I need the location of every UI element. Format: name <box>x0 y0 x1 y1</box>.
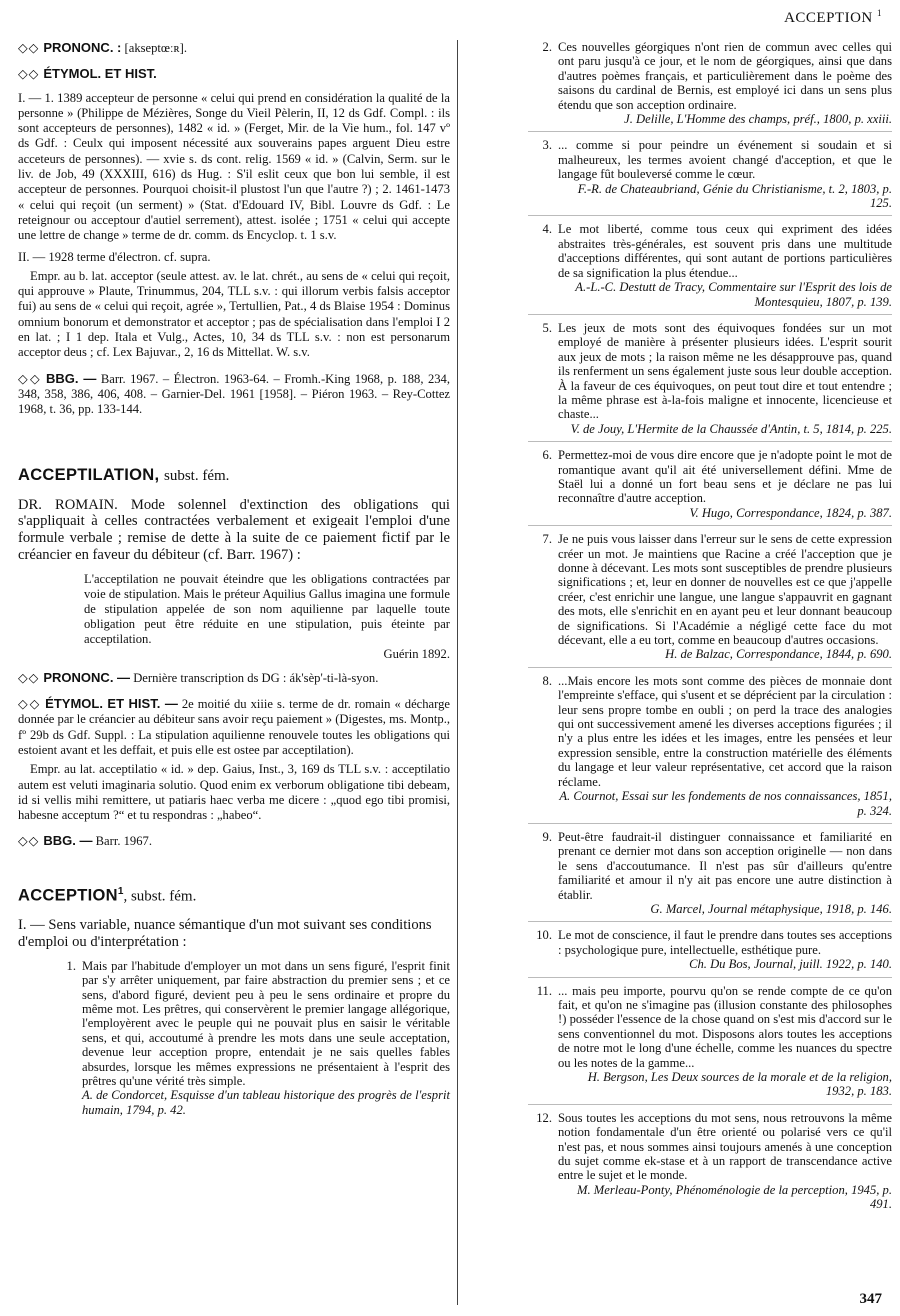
etymol-heading: ◇◇ ÉTYMOL. ET HIST. <box>18 66 157 82</box>
example-text: Ces nouvelles géorgiques n'ont rien de commun avec celles qui ont paru jusqu'à ce jour, et le nom de géorgiques, ainsi que dans d'autres poèmes français, et particulièrement dans le poème des saisons du cardinal de Bernis, est employé ici dans un sens plus étendu que son acception ordinaire. <box>558 40 892 112</box>
example-text: ... mais peu importe, pourvu qu'on se rende compte de ce qu'on fait, et qu'on ne s'imagine pas (illusion constante des philosophes !) posséder l'essence de la chose quand on s'est mis d'accord sur le sens conventionnel du mot. Disposons alors toutes les acceptions de notre mot le long d'une échelle, comme les nuances du spectre ou les notes de la gamme... <box>558 983 892 1070</box>
right-column <box>528 40 892 1218</box>
example-text: ...Mais encore les mots sont comme des pièces de monnaie dont l'empreinte s'efface, qui s'usent et se déprécient par la circulation : leur sens propre tombe en oubli ; on perd la trace des analogies qui ont successivement amené les diverses acceptions figurées ; il n'y a plus entre les idées et les images, entre les pensées et leur expression sensible, entre la construction matérielle des éléments du langage et leur valeur représentative, cet accord que la raison réclame. <box>558 673 892 789</box>
example-item: 11. ... mais peu importe, pourvu qu'on se rende compte de ce qu'on fait, et qu'on ne s'imagine pas (illusion constante des philosophes !) posséder l'essence de la chose quand on s'est mis d'accord sur le sens conventionnel du mot. Disposons alors toutes les acceptions de notre mot le long d'une échelle, comme les nuances du spectre ou les notes de la gamme... H. Bergson, Les Deux sources de la morale et de la religion, 1932, p. 183. <box>528 984 892 1105</box>
example-source: M. Merleau-Ponty, Phénoménologie de la perception, 1945, p. 491. <box>577 1182 892 1212</box>
example-text: Sous toutes les acceptions du mot sens, nous retrouvons la même notion fondamentale d'un être orienté ou polarisé vers ce qu'il n'est pas, et nous sommes ainsi toujours amenés à une conception du sujet comme ek-stase et à un rapport de transcendance active entre le sujet et le monde. <box>558 1110 892 1183</box>
acceptilation-quote: L'acceptilation ne pouvait éteindre que les obligations contractées par voie de stipulation. Mais le préteur Aquilius Gallus imagina une formule de stipulation appelée de son nom aquilienne par laquelle toute obligation peut être réduite en une stipulation, puis éteinte par acceptilation. <box>84 571 450 646</box>
example-item: 9. Peut-être faudrait-il distinguer connaissance et familiarité en prenant ce dernier mot dans son acception originelle — non dans le sens d'accoutumance. Il n'est pas sûr d'ailleurs qu'entre familiarité et amour il n'y ait pas encore une autre distinction à établir. G. Marcel, Journal métaphysique, 1918, p. 146. <box>528 830 892 922</box>
example-text: Le mot de conscience, il faut le prendre dans toutes ses acceptions : psychologique pure, intellectuelle, esthétique pure. <box>558 928 892 957</box>
example-item: 5. Les jeux de mots sont des équivoques fondées sur un mot employé de manière à présenter plusieurs idées. L'esprit sourit aux jeux de mots ; la raison même ne les désapprouve pas, quand ils renferment un sens également juste sous leur double acception. À la faveur de ces équivoques, on peut tout dire et tout entendre ; la même phrase est à-la-fois maligne et innocente, licencieuse et chaste... V. de Jouy, L'Hermite de la Chaussée d'Antin, t. 5, 1814, p. 225. <box>528 321 892 442</box>
etymol-block-2: ◇◇ ÉTYMOL. ET HIST. — 2e moitié du xiiie s. terme de dr. romain « décharge donnée par le créancier au débiteur sans avoir reçu paiement » (Digestes, ms. Montp., fº 29b ds Gdf. Suppl. : La stipulation aquilienne renouvele toutes les obligations qui estoient avant et les deffait, et puis elle est ostee par acceptilation). <box>18 696 451 757</box>
example-source: A. de Condorcet, Esquisse d'un tableau historique des progrès de l'esprit humain, 1794, p. 42. <box>82 1088 450 1117</box>
left-column <box>18 40 450 1123</box>
example-text: Mais par l'habitude d'employer un mot dans un sens figuré, l'esprit finit par s'y arrêter uniquement, par faire abstraction du premier sens ; et ce sens, d'abord figuré, devient peu à peu le sens ordinaire et propre du même mot. Les prêtres, qui conservèrent le premier langage allégorique, l'employèrent avec le peuple qui ne pouvait plus en saisir le véritable sens, et qui, accoutumé à prendre les mots dans une seule acceptation, devenue leur acception propre, entendait je ne sais quelles fables absurdes, lorsque les mêmes expressions ne présentaient à l'esprit des prêtres qu'une vérité très simple. <box>82 958 450 1089</box>
example-source: F.-R. de Chateaubriand, Génie du Christianisme, t. 2, 1803, p. 125. <box>577 181 892 211</box>
example-item: 7. Je ne puis vous laisser dans l'erreur sur le sens de cette expression créer un mot. Je maintiens que Racine a créé l'acception que je donne à décevant. Les mots sont susceptibles de prendre plusieurs significations ; et, leur en donner de nouvelles est ce que j'appelle créer, c'est enrichir une langue, une langue s'appauvrit en gagnant des mots, elle s'enrichit en en ayant peu et leur donnant beaucoup de significations. Si l'Académie a négligé cette face du mot décevant, elle a eu tort, comme en beaucoup d'autres occasions. H. de Balzac, Correspondance, 1844, p. 690. <box>528 532 892 668</box>
etymol-block-2-para: Empr. au lat. acceptilatio « id. » dep. Gaius, Inst., 3, 169 ds TLL s.v. : acceptilatio autem est veluti imaginaria solutio. Quod enim ex verborum obligatione tibi debeam, id si vellis mihi remittere, ut patiaris haec verba me dicere : „quod ego tibi promisi, habesne acceptum ?“ et tu respondras : „habeo“. <box>18 762 450 823</box>
column-divider <box>457 40 458 1305</box>
entry-acceptilation-head: ACCEPTILATION, subst. fém. <box>18 465 230 484</box>
example-text: Les jeux de mots sont des équivoques fondées sur un mot employé de manière à présenter plusieurs idées. L'esprit sourit aux jeux de mots ; la raison même ne les désapprouve pas, quand ils renferment un sens également juste sous leur double acception. À la faveur de ces équivoques, on peut tout dire et tout entendre ; la même phrase est à-la-fois maligne et innocente, licencieuse et chaste... <box>558 320 892 422</box>
example-source: V. Hugo, Correspondance, 1824, p. 387. <box>689 505 892 520</box>
example-source: A. Cournot, Essai sur les fondements de nos connaissances, 1851, p. 324. <box>559 789 892 818</box>
acceptilation-quote-source: Guérin 1892. <box>383 646 450 661</box>
example-source: A.-L.-C. Destutt de Tracy, Commentaire sur l'Esprit des lois de Montesquieu, 1807, p. 139. <box>575 280 892 309</box>
bbg-block: ◇◇ BBG. — Barr. 1967. – Électron. 1963-64. – Fromh.-King 1968, p. 188, 234, 348, 358, 386, 406, 408. – Garnier-Del. 1961 [1958]. – Piéron 1963. – Rey-Cottez 1968, t. 36, pp. 133-144. <box>18 370 450 417</box>
example-item: 3. ... comme si pour peindre un événement si soudain et si malheureux, les termes avoient changé d'acception, et que le langage fût bouleversé comme le cœur. F.-R. de Chateaubriand, Génie du Christianisme, t. 2, 1803, p. 125. <box>528 138 892 216</box>
example-source: Ch. Du Bos, Journal, juill. 1922, p. 140. <box>689 957 892 972</box>
example-text: ... comme si pour peindre un événement si soudain et si malheureux, les termes avoient changé d'acception, et que le langage fût bouleversé comme le cœur. <box>558 138 892 182</box>
example-item: 8. ...Mais encore les mots sont comme des pièces de monnaie dont l'empreinte s'efface, qui s'usent et se déprécient par la circulation : leur sens propre tombe en oubli ; on perd la trace des analogies qui ont successivement amené les diverses acceptions figurées ; il n'y a plus entre les idées et les images, entre les pensées et leur expression sensible, entre la construction matérielle des éléments du langage et leur valeur représentative, cet accord que la raison réclame. A. Cournot, Essai sur les fondements de nos connaissances, 1851, p. 324. <box>528 674 892 824</box>
example-item: 4. Le mot liberté, comme tous ceux qui expriment des idées abstraites très-générales, est souvent pris dans une multitude d'acceptions différentes, qui sont autant de portions particulières de sa signification la plus étendue... A.-L.-C. Destutt de Tracy, Commentaire sur l'Esprit des lois de Montesquieu, 1807, p. 139. <box>528 222 892 314</box>
example-item: 1. Mais par l'habitude d'employer un mot dans un sens figuré, l'esprit finit par s'y arrêter uniquement, par faire abstraction du premier sens ; et ce sens, d'abord figuré, devient peu à peu le sens ordinaire et propre du même mot. Les prêtres, qui conservèrent le premier langage allégorique, l'employèrent avec le peuple qui ne pouvait plus en saisir le véritable sens, et qui, accoutumé à prendre les mots dans une seule acceptation, devenue leur acception propre, entendait je ne sais quelles fables absurdes, lorsque les mêmes expressions ne présentaient à l'esprit des prêtres qu'une vérité très simple. A. de Condorcet, Esquisse d'un tableau historique des progrès de l'esprit humain, 1794, p. 42. <box>66 958 450 1117</box>
prononc-block-2: ◇◇ PRONONC. — Dernière transcription ds DG : ák'sèp'-ti-là-syon. <box>18 669 379 685</box>
example-source: J. Delille, L'Homme des champs, préf., 1800, p. xxiii. <box>624 112 892 127</box>
acceptilation-definition: DR. ROMAIN. Mode solennel d'extinction des obligations qui s'appliquait à celles contractées verbalement et exigeait l'emploi d'une formule verbale ; remise de dette à la suite de ce paiement fictif par le créancier en faveur du débiteur (cf. Barr. 1967) : <box>18 496 450 563</box>
acception-section-1: I. — Sens variable, nuance sémantique d'un mot suivant ses conditions d'emploi ou d'interprétation : <box>18 917 432 950</box>
example-text: Permettez-moi de vous dire encore que je n'adopte point le mot de romantique avant qu'il ait été universellement défini. Mme de Staël lui a donné un fort beau sens et je déclare ne pas lui reconnaître d'autre acception. <box>558 448 892 506</box>
entry-acception-head: ACCEPTION$^1$, subst. fém. <box>18 885 197 905</box>
example-item: 12. Sous toutes les acceptions du mot sens, nous retrouvons la même notion fondamentale d'un être orienté ou polarisé vers ce qu'il n'est pas, et nous sommes ainsi toujours amenés à une conception du sujet comme ek-stase et à un rapport de transcendance active entre le sujet et le monde. M. Merleau-Ponty, Phénoménologie de la perception, 1945, p. 491. <box>536 1110 892 1212</box>
etymol-para-3: Empr. au b. lat. acceptor (seule attest. av. le lat. chrét., au sens de « celui qui reçoit, qui approuve » Plaute, Trinummus, 204, TLL s.v. : qui illorum verbis falsis acceptor fui) au sens de « celui qui reçoit, agrée », Tertullien, Pat., 4 ds Blaise 1954 : Dominus omnium bonorum et demonstrator et acceptor ; pas de spécialisation dans l'emploi I 2 en lat. ; I 1 dep. Itala et Vulg., Actes, 10, 34 ds TLL s.v. : non est personarum acceptor deus ; cf. Lex Bajuvar., 2, 16 ds Mittellat. W. s.v. <box>18 268 450 360</box>
example-text: Peut-être faudrait-il distinguer connaissance et familiarité en prenant ce dernier mot dans son acception originelle — non dans le sens d'accoutumance. Il n'est pas sûr d'ailleurs qu'entre familiarité et amour il n'y ait pas encore une autre distinction à établir. <box>558 829 892 902</box>
etymol-para-1: I. — 1. 1389 accepteur de personne « celui qui prend en considération la qualité de la personne » (Philippe de Mézières, Songe du Vieil Pèlerin, II, 12 ds Gdf. Compl. : ils sont accepteurs de personnes), 1482 « id. » (Ferget, Mir. de la Vie hum., fol. 147 vº ds Gdf. : Ceulx qui imposent nécessité aux souverains papes arguent Dieu estre acceteurs de personnes). — xvie s. ds cont. relig. 1569 « id. » (Calvin, Serm. sur le liv. de Job, 49 (XXXIII, 616) ds Hug. : S'il eslit ceux que bon lui semble, il est accepteur de personnes. Pourquoi choisit-il plustost l'un que l'autre ?) ; 2. 1461-1473 « celui qui reçoit (un serment) » (Stat. d'Edouard IV, Bibl. Louvre ds Gdf. : Le reteignour ou acceptour d'autiel serrement), attest. isolée ; 1751 « celui qui accepte une lettre de change » terme de dr. comm. ds Encyclop. t. 1 s.v. <box>18 90 450 243</box>
example-item: 10. Le mot de conscience, il faut le prendre dans toutes ses acceptions : psychologique pure, intellectuelle, esthétique pure. Ch. Du Bos, Journal, juill. 1922, p. 140. <box>528 928 892 977</box>
running-header: ACCEPTION $^1$ <box>784 8 882 26</box>
prononc-block: ◇◇ PRONONC. : [akseptœːʀ]. <box>18 40 187 55</box>
example-item: 6. Permettez-moi de vous dire encore que je n'adopte point le mot de romantique avant qu'il ait été universellement défini. Mme de Staël lui a donné un fort beau sens et je déclare ne pas lui reconnaître d'autre acception. V. Hugo, Correspondance, 1824, p. 387. <box>528 448 892 526</box>
example-source: H. Bergson, Les Deux sources de la morale et de la religion, 1932, p. 183. <box>587 1070 892 1099</box>
etymol-para-2: II. — 1928 terme d'électron. cf. supra. <box>18 249 211 264</box>
bbg-block-2: ◇◇ BBG. — Barr. 1967. <box>18 833 152 849</box>
example-text: Le mot liberté, comme tous ceux qui expriment des idées abstraites très-générales, est souvent pris dans une multitude d'acceptions différentes, qui sont autant de portions particulières de sa signification la plus étendue... <box>558 222 892 280</box>
example-source: H. de Balzac, Correspondance, 1844, p. 690. <box>665 647 892 662</box>
example-source: V. de Jouy, L'Hermite de la Chaussée d'Antin, t. 5, 1814, p. 225. <box>570 421 892 436</box>
example-item: 2. Ces nouvelles géorgiques n'ont rien de commun avec celles qui ont paru jusqu'à ce jour, et le nom de géorgiques, ainsi que dans d'autres poèmes français, et particulièrement dans le poème des saisons du cardinal de Bernis, est employé ici dans un sens plus étendu que son acception ordinaire. J. Delille, L'Homme des champs, préf., 1800, p. xxiii. <box>528 40 892 132</box>
example-source: G. Marcel, Journal métaphysique, 1918, p. 146. <box>650 901 892 916</box>
page-number: 347 <box>859 1291 882 1307</box>
example-text: Je ne puis vous laisser dans l'erreur sur le sens de cette expression créer un mot. Je maintiens que Racine a créé l'acception que je donne à décevant. Les mots sont susceptibles de prendre plusieurs significations ; et, leur en donner de nouvelles est ce que j'appelle créer, c'est enrichir une langue, une langue s'appauvrit en gagnant des mots, elle s'enrichit en en ayant peu et leur donnant beaucoup de significations. Si l'Académie a négligé cette face du mot décevant, elle a eu tort, comme en beaucoup d'autres occasions. <box>558 532 892 648</box>
